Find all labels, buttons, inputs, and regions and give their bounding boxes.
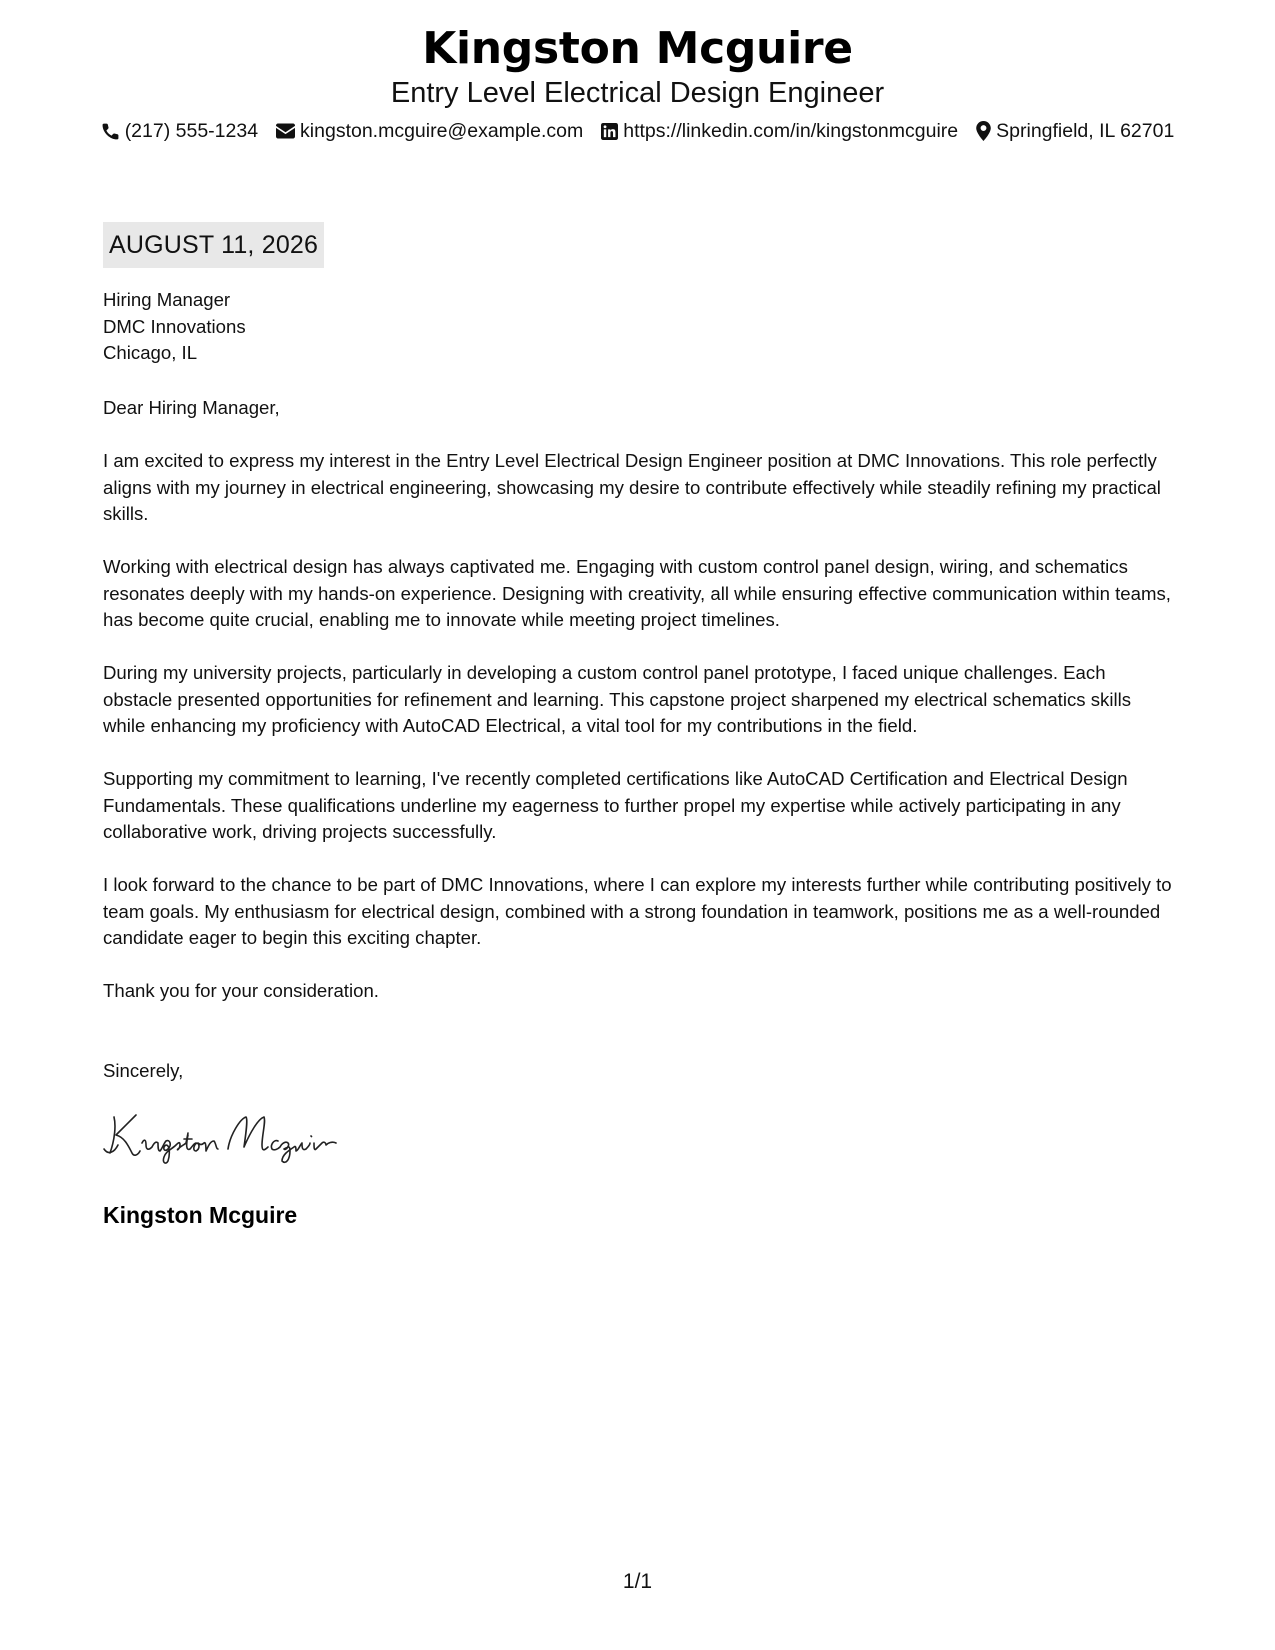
email-text: kingston.mcguire@example.com	[300, 120, 584, 142]
paragraph: I look forward to the chance to be part of DMC Innovations, where I can explore my interests further while contributing positively to team goals. My enthusiasm for electrical design, combined with a strong foundation in teamwork, positions me as a well-rounded candidate eager to begin this exciting chapter.	[103, 874, 1172, 948]
recipient-block	[103, 287, 1173, 367]
map-marker-icon	[976, 121, 991, 141]
applicant-name: Kingston Mcguire	[422, 23, 853, 74]
paragraph-thanks: Thank you for your consideration.	[103, 980, 379, 1001]
paragraph: Supporting my commitment to learning, I've recently completed certifications like AutoCAD Certification and Electrical Design Fundamentals. These qualifications underline my eagerness to further propel my expertise while actively participating in any collaborative work, driving projects successfully.	[103, 768, 1128, 842]
page-number: 1/1	[622, 1570, 653, 1593]
contact-linkedin[interactable]	[601, 118, 958, 144]
closing: Sincerely,	[103, 1060, 184, 1081]
contact-email[interactable]	[276, 118, 583, 144]
linkedin-icon	[601, 123, 618, 140]
contact-location	[976, 118, 1174, 144]
letter-header	[0, 22, 1275, 144]
phone-text: (217) 555-1234	[124, 120, 259, 142]
salutation: Dear Hiring Manager,	[103, 397, 280, 418]
handwritten-signature	[100, 1105, 380, 1165]
location-text: Springfield, IL 62701	[996, 120, 1175, 142]
phone-icon	[101, 122, 120, 141]
paragraph: Working with electrical design has always captivated me. Engaging with custom control panel design, wiring, and schematics resonates deeply with my hands-on experience. Designing with creativity, all while ensuring effective communication within teams, has become quite crucial, enabling me to innovate while meeting project timelines.	[103, 556, 1171, 630]
paragraph: I am excited to express my interest in the Entry Level Electrical Design Engineer position at DMC Innovations. This role perfectly aligns with my journey in electrical engineering, showcasing my desire to contribute effectively while steadily refining my practical skills.	[103, 450, 1161, 524]
letter-date: AUGUST 11, 2026	[103, 222, 324, 268]
letter-body	[103, 448, 1173, 1005]
paragraph: During my university projects, particularly in developing a custom control panel prototype, I faced unique challenges. Each obstacle presented opportunities for refinement and learning. This capstone project sharpened my electrical schematics skills while enhancing my proficiency with AutoCAD Electrical, a vital tool for my contributions in the field.	[103, 662, 1132, 736]
contact-phone	[101, 118, 258, 144]
contact-info	[0, 118, 1275, 144]
linkedin-text: https://linkedin.com/in/kingstonmcguire	[623, 120, 959, 142]
recipient-title: Hiring Manager	[103, 289, 231, 310]
envelope-icon	[276, 123, 295, 139]
recipient-location: Chicago, IL	[103, 342, 198, 363]
signed-name: Kingston Mcguire	[103, 1202, 298, 1228]
job-title: Entry Level Electrical Design Engineer	[390, 77, 885, 109]
recipient-company: DMC Innovations	[103, 315, 246, 337]
